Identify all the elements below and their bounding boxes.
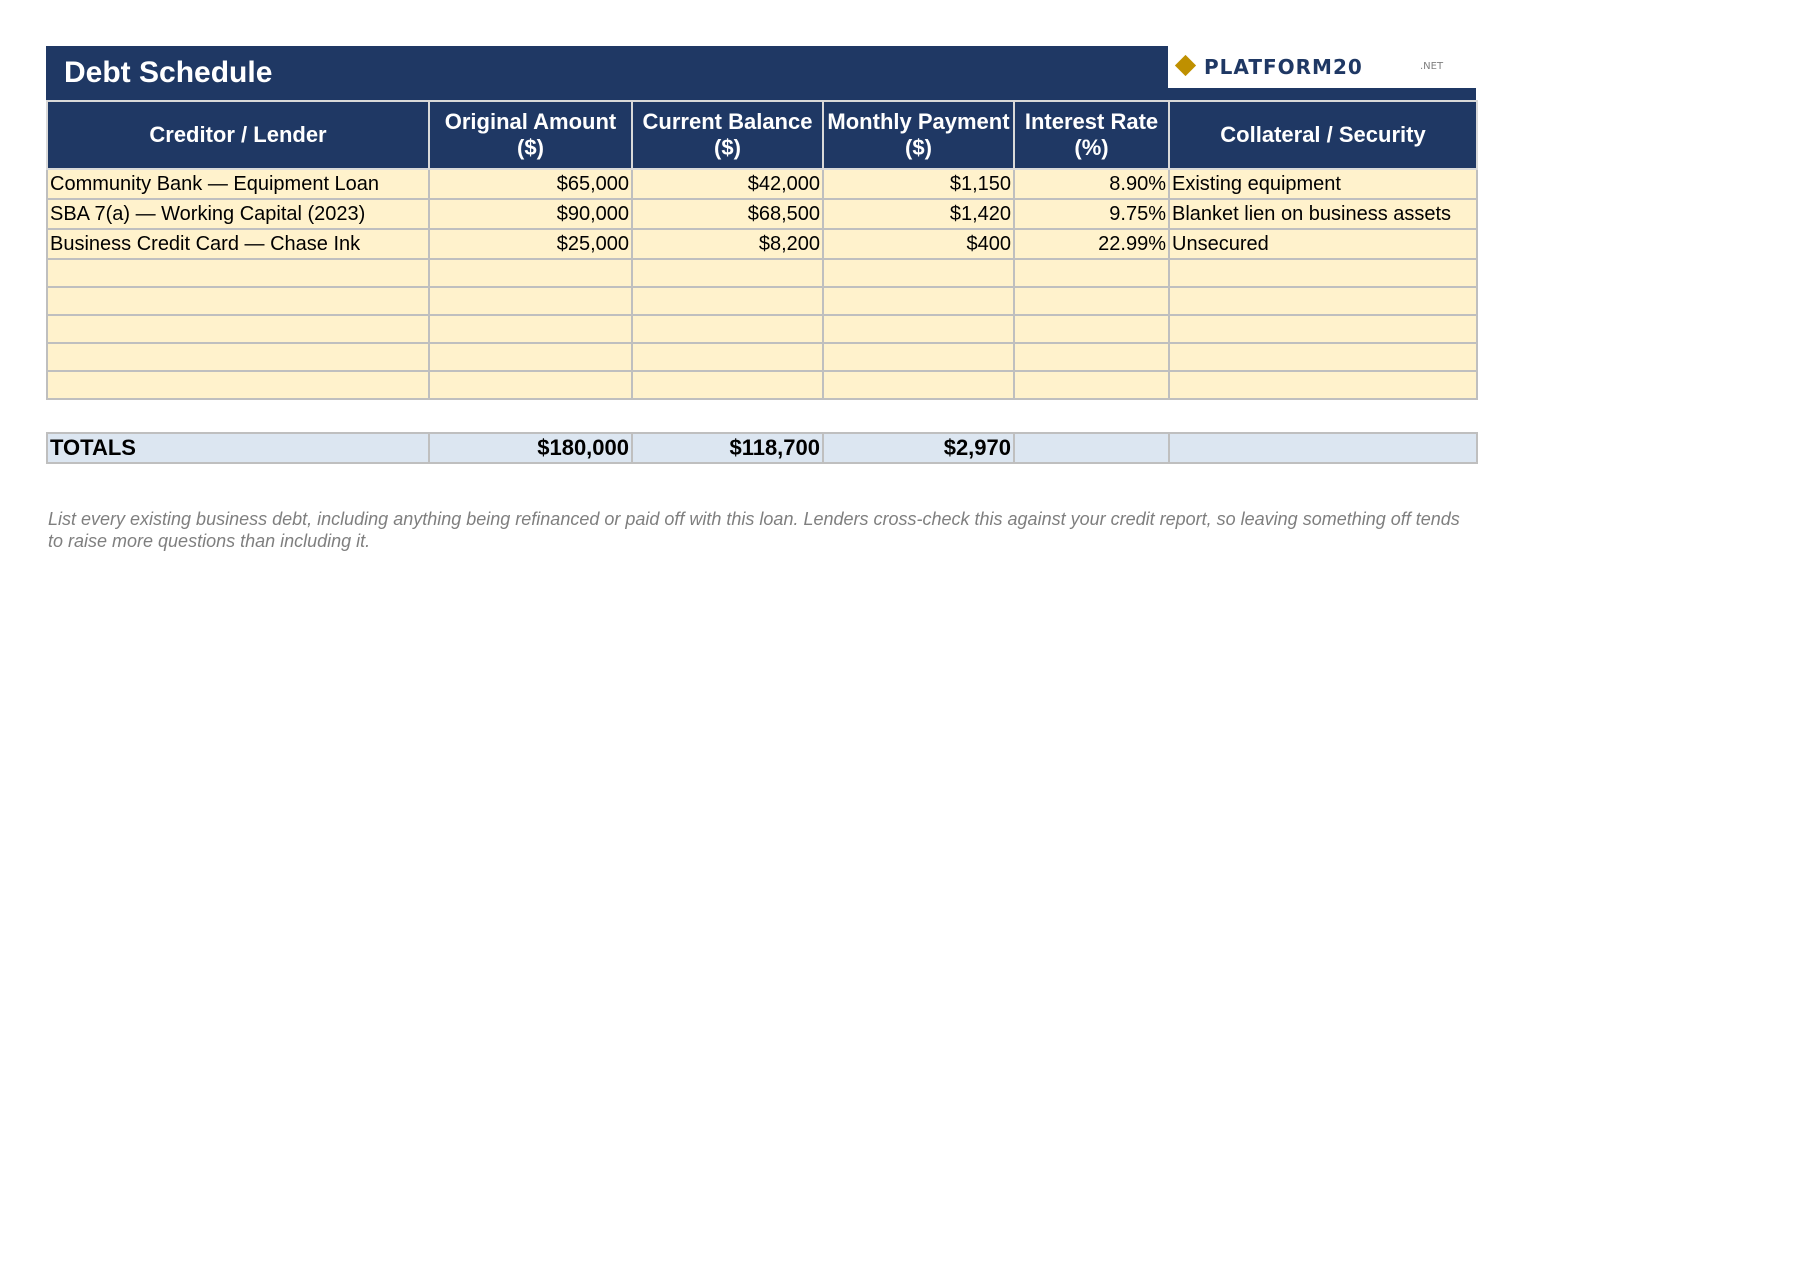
original-amount-cell[interactable] <box>429 371 632 399</box>
creditor-cell[interactable] <box>47 259 429 287</box>
collateral-cell[interactable] <box>1169 371 1477 399</box>
interest-rate-cell[interactable] <box>1014 259 1169 287</box>
collateral-cell[interactable] <box>1169 259 1477 287</box>
table-row <box>47 315 1477 343</box>
current-balance-cell[interactable]: $42,000 <box>632 169 823 199</box>
interest-rate-cell[interactable]: 9.75% <box>1014 199 1169 229</box>
table-row <box>47 199 1477 229</box>
header-monthly-payment: Monthly Payment ($) <box>823 101 1014 169</box>
creditor-cell[interactable] <box>47 287 429 315</box>
monthly-payment-cell[interactable]: $1,150 <box>823 169 1014 199</box>
current-balance-cell[interactable] <box>632 259 823 287</box>
current-balance-cell[interactable] <box>632 315 823 343</box>
totals-table <box>46 432 1478 464</box>
table-row <box>47 287 1477 315</box>
collateral-cell[interactable] <box>1169 287 1477 315</box>
creditor-cell[interactable] <box>47 343 429 371</box>
collateral-cell[interactable] <box>1169 315 1477 343</box>
header-current-balance: Current Balance ($) <box>632 101 823 169</box>
original-amount-cell[interactable]: $90,000 <box>429 199 632 229</box>
collateral-cell[interactable]: Unsecured <box>1169 229 1477 259</box>
instruction-note: List every existing business debt, including anything being refinanced or paid off with this loan. Lenders cross-check this against your credit report, so leaving something off tends to raise more questions than including it. <box>48 509 1460 551</box>
debt-table <box>46 100 1478 400</box>
monthly-payment-cell[interactable] <box>823 287 1014 315</box>
current-balance-cell[interactable] <box>632 371 823 399</box>
total-interest-rate <box>1014 433 1169 463</box>
original-amount-cell[interactable] <box>429 259 632 287</box>
collateral-cell[interactable]: Existing equipment <box>1169 169 1477 199</box>
creditor-cell[interactable]: Business Credit Card — Chase Ink <box>47 229 429 259</box>
totals-label: TOTALS <box>47 433 429 463</box>
original-amount-cell[interactable]: $65,000 <box>429 169 632 199</box>
original-amount-cell[interactable] <box>429 343 632 371</box>
current-balance-cell[interactable]: $8,200 <box>632 229 823 259</box>
interest-rate-cell[interactable] <box>1014 343 1169 371</box>
table-row <box>47 343 1477 371</box>
page-title: Debt Schedule <box>46 46 1168 100</box>
collateral-cell[interactable] <box>1169 343 1477 371</box>
table-row <box>47 259 1477 287</box>
table-row <box>47 169 1477 199</box>
current-balance-cell[interactable]: $68,500 <box>632 199 823 229</box>
creditor-cell[interactable]: Community Bank — Equipment Loan <box>47 169 429 199</box>
interest-rate-cell[interactable]: 22.99% <box>1014 229 1169 259</box>
collateral-cell[interactable]: Blanket lien on business assets <box>1169 199 1477 229</box>
header-row <box>47 101 1477 169</box>
header-interest-rate: Interest Rate (%) <box>1014 101 1169 169</box>
current-balance-cell[interactable] <box>632 287 823 315</box>
monthly-payment-cell[interactable]: $1,420 <box>823 199 1014 229</box>
original-amount-cell[interactable] <box>429 287 632 315</box>
interest-rate-cell[interactable] <box>1014 371 1169 399</box>
totals-row <box>47 433 1477 463</box>
current-balance-cell[interactable] <box>632 343 823 371</box>
logo-suffix: .NET <box>1420 61 1444 72</box>
interest-rate-cell[interactable] <box>1014 287 1169 315</box>
debt-schedule-sheet <box>46 46 1476 552</box>
monthly-payment-cell[interactable] <box>823 343 1014 371</box>
table-row <box>47 371 1477 399</box>
header-original-amount: Original Amount ($) <box>429 101 632 169</box>
monthly-payment-cell[interactable] <box>823 315 1014 343</box>
original-amount-cell[interactable]: $25,000 <box>429 229 632 259</box>
logo-name: PLATFORM20 <box>1204 55 1363 79</box>
header-creditor: Creditor / Lender <box>47 101 429 169</box>
total-current-balance: $118,700 <box>632 433 823 463</box>
header-collateral: Collateral / Security <box>1169 101 1477 169</box>
total-collateral <box>1169 433 1477 463</box>
total-monthly-payment: $2,970 <box>823 433 1014 463</box>
logo-strip <box>1168 88 1476 100</box>
logo <box>1168 46 1476 100</box>
interest-rate-cell[interactable] <box>1014 315 1169 343</box>
table-row <box>47 229 1477 259</box>
monthly-payment-cell[interactable] <box>823 259 1014 287</box>
total-original-amount: $180,000 <box>429 433 632 463</box>
original-amount-cell[interactable] <box>429 315 632 343</box>
creditor-cell[interactable]: SBA 7(a) — Working Capital (2023) <box>47 199 429 229</box>
monthly-payment-cell[interactable] <box>823 371 1014 399</box>
creditor-cell[interactable] <box>47 371 429 399</box>
creditor-cell[interactable] <box>47 315 429 343</box>
monthly-payment-cell[interactable]: $400 <box>823 229 1014 259</box>
title-bar <box>46 46 1476 100</box>
interest-rate-cell[interactable]: 8.90% <box>1014 169 1169 199</box>
